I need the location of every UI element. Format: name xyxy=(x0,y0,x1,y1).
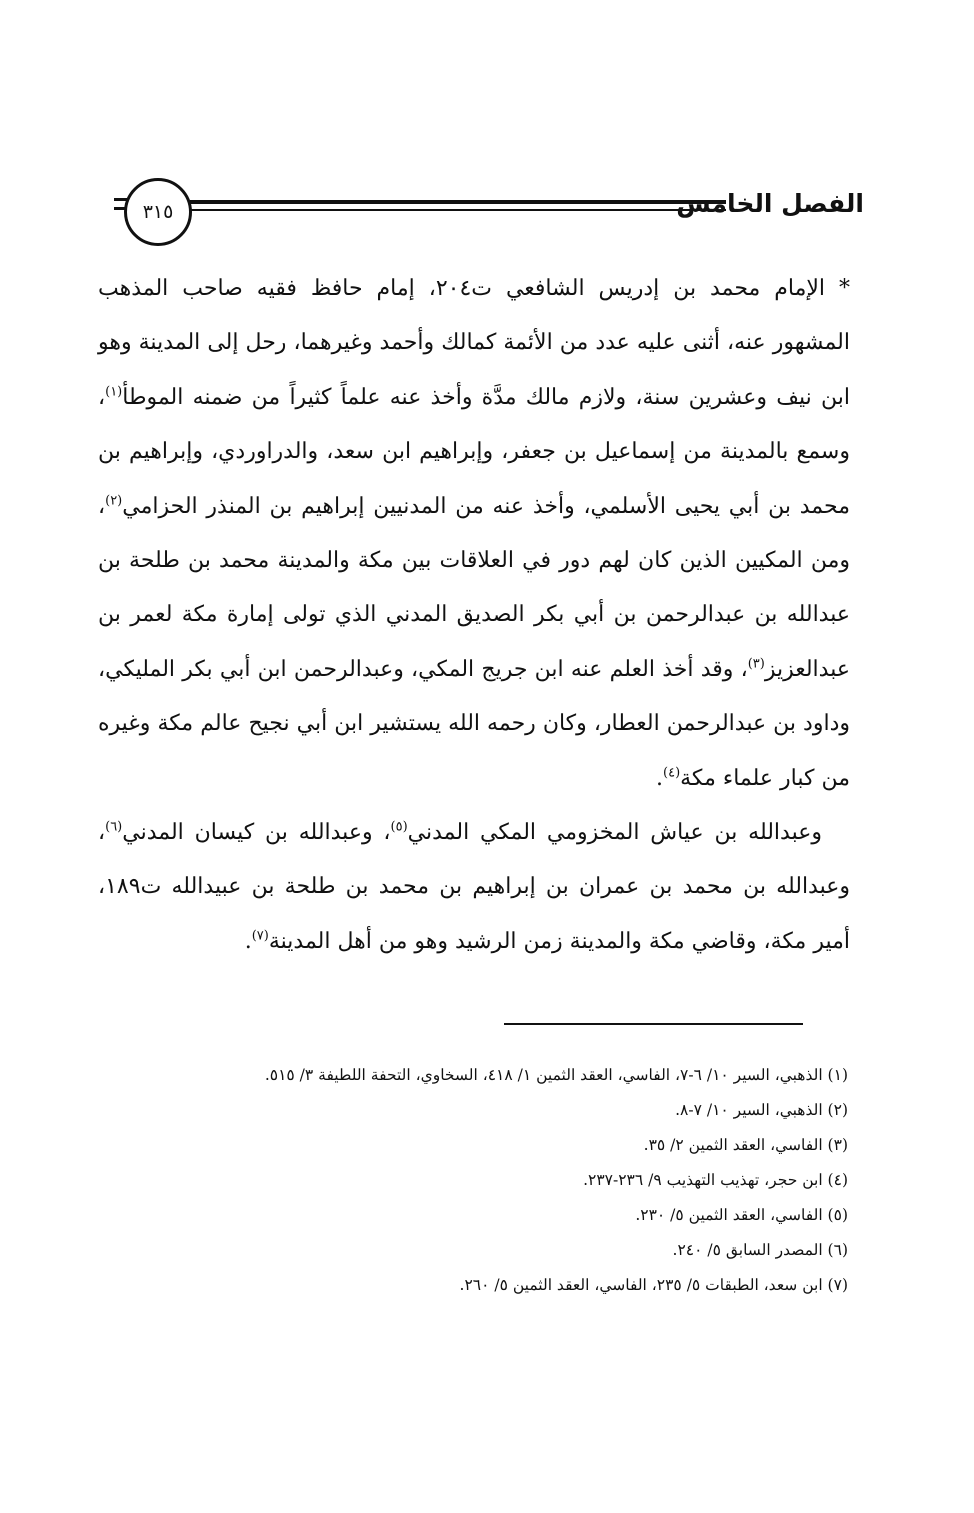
footnote-item: (١) الذهبي، السير ١٠/ ٦-٧، الفاسي، العقد الثمين ١/ ٤١٨، السخاوي، التحفة اللطيفة ٣/ ٥١٥. xyxy=(264,1066,848,1084)
footnote-ref-3: (٣) xyxy=(747,656,765,672)
paragraph-1-text-5: . xyxy=(656,765,663,791)
footnote-separator xyxy=(504,1023,803,1025)
chapter-title: الفصل الخامس xyxy=(676,189,864,218)
main-text xyxy=(98,262,850,969)
footnote-ref-2: (٢) xyxy=(105,493,123,509)
paragraph-2-text-3: ، وعبدالله بن محمد بن عمران بن إبراهيم بن محمد بن طلحة بن عبيدالله ت١٨٩، أمير مكة، وقاضي مكة والمدينة زمن الرشيد وهو من أهل المدينة xyxy=(98,820,850,954)
paragraph-2 xyxy=(98,806,850,969)
paragraph-2-text-4: . xyxy=(244,928,252,954)
footnote-ref-4: (٤) xyxy=(663,765,681,781)
page-header xyxy=(112,178,864,250)
paragraph-1-text-1: * الإمام محمد بن إدريس الشافعي ت٢٠٤، إمام حافظ فقيه صاحب المذهب المشهور عنه، أثنى عليه عدد من الأئمة كمالك وأحمد وغيرهما، رحل إلى المدينة وهو ابن نيف وعشرين سنة، ولازم مالك مدَّة وأخذ عنه علماً كثيراً من ضمنه الموطأ xyxy=(98,276,851,410)
paragraph-2-text-2: ، وعبدالله بن كيسان المدني xyxy=(122,820,391,846)
header-rule xyxy=(190,200,726,211)
paragraph-1-text-4: ، وقد أخذ العلم عنه ابن جريج المكي، وعبدالرحمن ابن أبي بكر المليكي، وداود بن عبدالرحمن العطار، وكان رحمه الله يستشير ابن أبي نجيح عالم مكة وغيره من كبار علماء مكة xyxy=(98,656,850,791)
paragraph-1-text-3: ، ومن المكيين الذين كان لهم دور في العلاقات بين مكة والمدينة محمد بن طلحة بن عبدالله بن عبدالرحمن بن أبي بكر الصديق المدني الذي تولى إمارة مكة لعمر بن عبدالعزيز xyxy=(98,493,850,682)
footnote-ref-6: (٦) xyxy=(105,819,123,835)
footnote-item: (٣) الفاسي، العقد الثمين ٢/ ٣٥. xyxy=(643,1136,848,1154)
paragraph-1 xyxy=(98,262,850,806)
footnote-item: (٢) الذهبي، السير ١٠/ ٧-٨. xyxy=(675,1101,848,1119)
footnote-item: (٤) ابن حجر، تهذيب التهذيب ٩/ ٢٣٦-٢٣٧. xyxy=(583,1171,848,1189)
page-number: ٣١٥ xyxy=(124,178,192,246)
footnote-item: (٥) الفاسي، العقد الثمين ٥/ ٢٣٠. xyxy=(635,1206,848,1224)
footnote-ref-7: (٧) xyxy=(251,928,269,944)
footnote-ref-5: (٥) xyxy=(390,819,408,835)
footnote-ref-1: (١) xyxy=(105,384,123,400)
paragraph-1-text-2: ، وسمع بالمدينة من إسماعيل بن جعفر، وإبراهيم ابن سعد، والدراوردي، وإبراهيم بن محمد بن أبي يحيى الأسلمي، وأخذ عنه من المدنيين إبراهيم بن المنذر الحزامي xyxy=(98,384,850,519)
footnotes-list xyxy=(120,1058,848,1303)
footnote-item: (٧) ابن سعد، الطبقات ٥/ ٢٣٥، الفاسي، العقد الثمين ٥/ ٢٦٠. xyxy=(459,1276,848,1294)
footnote-item: (٦) المصدر السابق ٥/ ٢٤٠. xyxy=(672,1241,848,1259)
paragraph-2-text-1: وعبدالله بن عياش المخزومي المكي المدني xyxy=(407,820,822,846)
